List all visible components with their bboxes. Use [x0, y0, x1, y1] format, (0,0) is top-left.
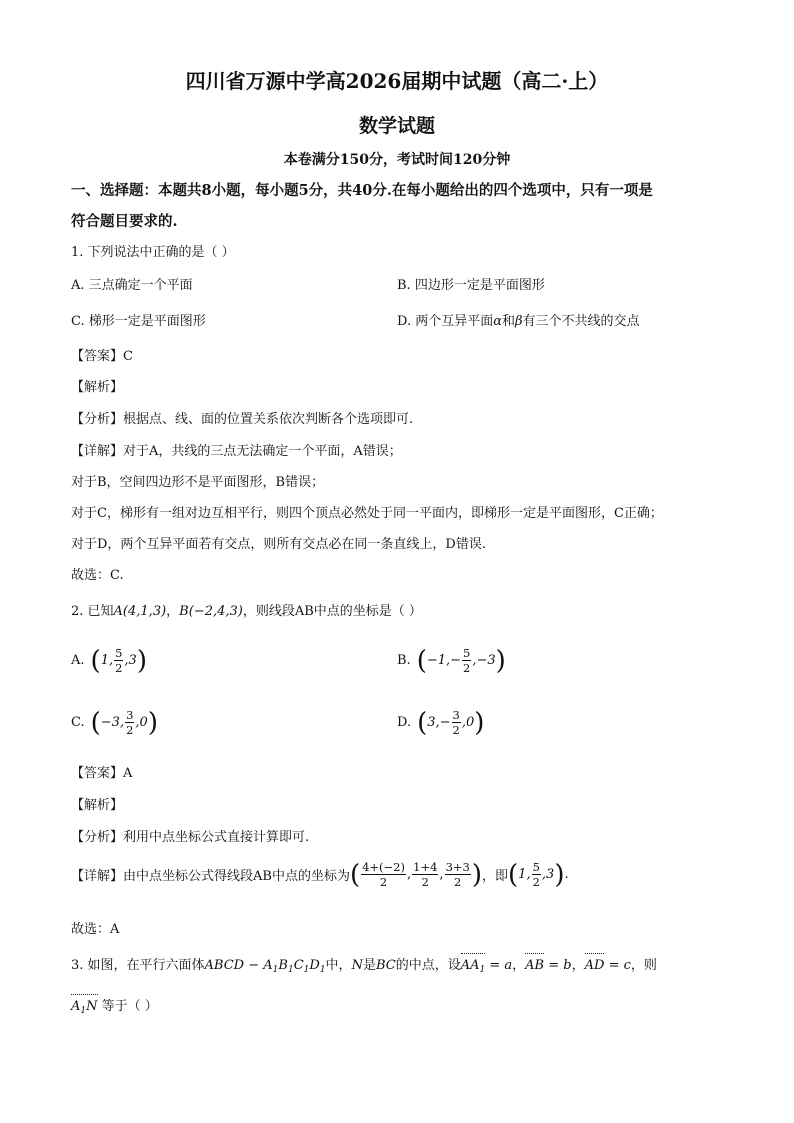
- fraction: $\frac{5}{2}$: [532, 860, 540, 889]
- section-heading-line2: 符合题目要求的.: [71, 213, 178, 230]
- q2-option-d: D. ( 3,− $\frac{3}{2}$ ,0 ): [397, 707, 485, 738]
- q1-detail-3: 对于C，梯形有一组对边互相平行，则四个顶点必然处于同一平面内，即梯形一定是平面图形，C正确；: [71, 506, 663, 521]
- vector-ad: AD: [585, 956, 605, 976]
- q1-option-b: B. 四边形一定是平面图形: [397, 278, 545, 293]
- q2-option-c: C. ( −3, $\frac{3}{2}$ ,0 ): [71, 707, 158, 738]
- exam-title: 四川省万源中学高2026届期中试题（高二·上）: [185, 69, 609, 93]
- q2-option-b: B. ( −1,− $\frac{5}{2}$ ,−3 ): [397, 645, 506, 676]
- q3-stem-line2: $A_1N$ 等于（ ）: [71, 997, 158, 1021]
- q1-option-a: A. 三点确定一个平面: [71, 278, 193, 293]
- q1-option-d: D. 两个互异平面α和β有三个不共线的交点: [397, 314, 640, 329]
- q1-detail-2: 对于B，空间四边形不是平面图形，B错误；: [71, 475, 325, 490]
- solid-name: ABCD − $A_1B_1C_1D_1$: [204, 958, 326, 975]
- q1-detail-1: 【详解】对于A，共线的三点无法确定一个平面，A错误；: [71, 444, 402, 459]
- vector-a1n: $A_1N$: [71, 997, 98, 1021]
- q1-fenxi: 【分析】根据点、线、面的位置关系依次判断各个选项即可.: [71, 412, 414, 427]
- alpha-symbol: α: [493, 314, 503, 329]
- q3-stem-line1: 3. 如图，在平行六面体ABCD − $A_1B_1C_1D_1$中，N是BC的中点，设$AA_1 = a$，AB = b，AD = c，则: [71, 956, 657, 980]
- point-b: B(−2,4,3): [179, 604, 243, 619]
- q2-detail: 【详解】由中点坐标公式得线段AB中点的坐标为 ( $\frac{4+(-2)}{2}$ , $\frac{1+4}{2}$ , $\frac{3+3}{2}$ ) ，即 ( 1, $\frac{5}{2}$ ,3 ) .: [71, 859, 569, 890]
- q2-fenxi: 【分析】利用中点坐标公式直接计算即可.: [71, 830, 310, 845]
- vector-ab: AB: [525, 956, 544, 976]
- q1-answer: 【答案】C: [71, 349, 133, 364]
- q2-option-a: A. ( 1, $\frac{5}{2}$ ,3 ): [71, 645, 147, 676]
- beta-symbol: β: [515, 314, 523, 329]
- fraction: $\frac{5}{2}$: [115, 646, 123, 675]
- q2-jiexi: 【解析】: [71, 798, 124, 813]
- section-heading-line1: 一、选择题：本题共8小题，每小题5分，共40分.在每小题给出的四个选项中，只有一项是: [71, 182, 653, 199]
- q2-stem: 2. 已知A(4,1,3)，B(−2,4,3)，则线段AB中点的坐标是（ ）: [71, 604, 422, 619]
- q2-choose: 故选：A: [71, 922, 120, 937]
- fraction: $\frac{3}{2}$: [126, 708, 134, 737]
- q1-detail-4: 对于D，两个互异平面若有交点，则所有交点必在同一条直线上，D错误.: [71, 537, 486, 552]
- vector-aa1: $AA_1$: [461, 956, 486, 980]
- subject-title: 数学试题: [358, 115, 435, 137]
- fraction: $\frac{4+(-2)}{2}$: [362, 860, 405, 889]
- point-a: A(4,1,3): [113, 604, 167, 619]
- fraction: $\frac{1+4}{2}$: [413, 860, 438, 889]
- q1-stem: 1. 下列说法中正确的是（ ）: [71, 245, 235, 260]
- q1-choose: 故选：C.: [71, 568, 124, 583]
- exam-info: 本卷满分150分，考试时间120分钟: [283, 152, 511, 168]
- q1-option-c: C. 梯形一定是平面图形: [71, 314, 206, 329]
- fraction: $\frac{3+3}{2}$: [445, 860, 470, 889]
- fraction: $\frac{3}{2}$: [452, 708, 460, 737]
- q2-answer: 【答案】A: [71, 766, 133, 781]
- q1-jiexi: 【解析】: [71, 380, 124, 395]
- fraction: $\frac{5}{2}$: [463, 646, 471, 675]
